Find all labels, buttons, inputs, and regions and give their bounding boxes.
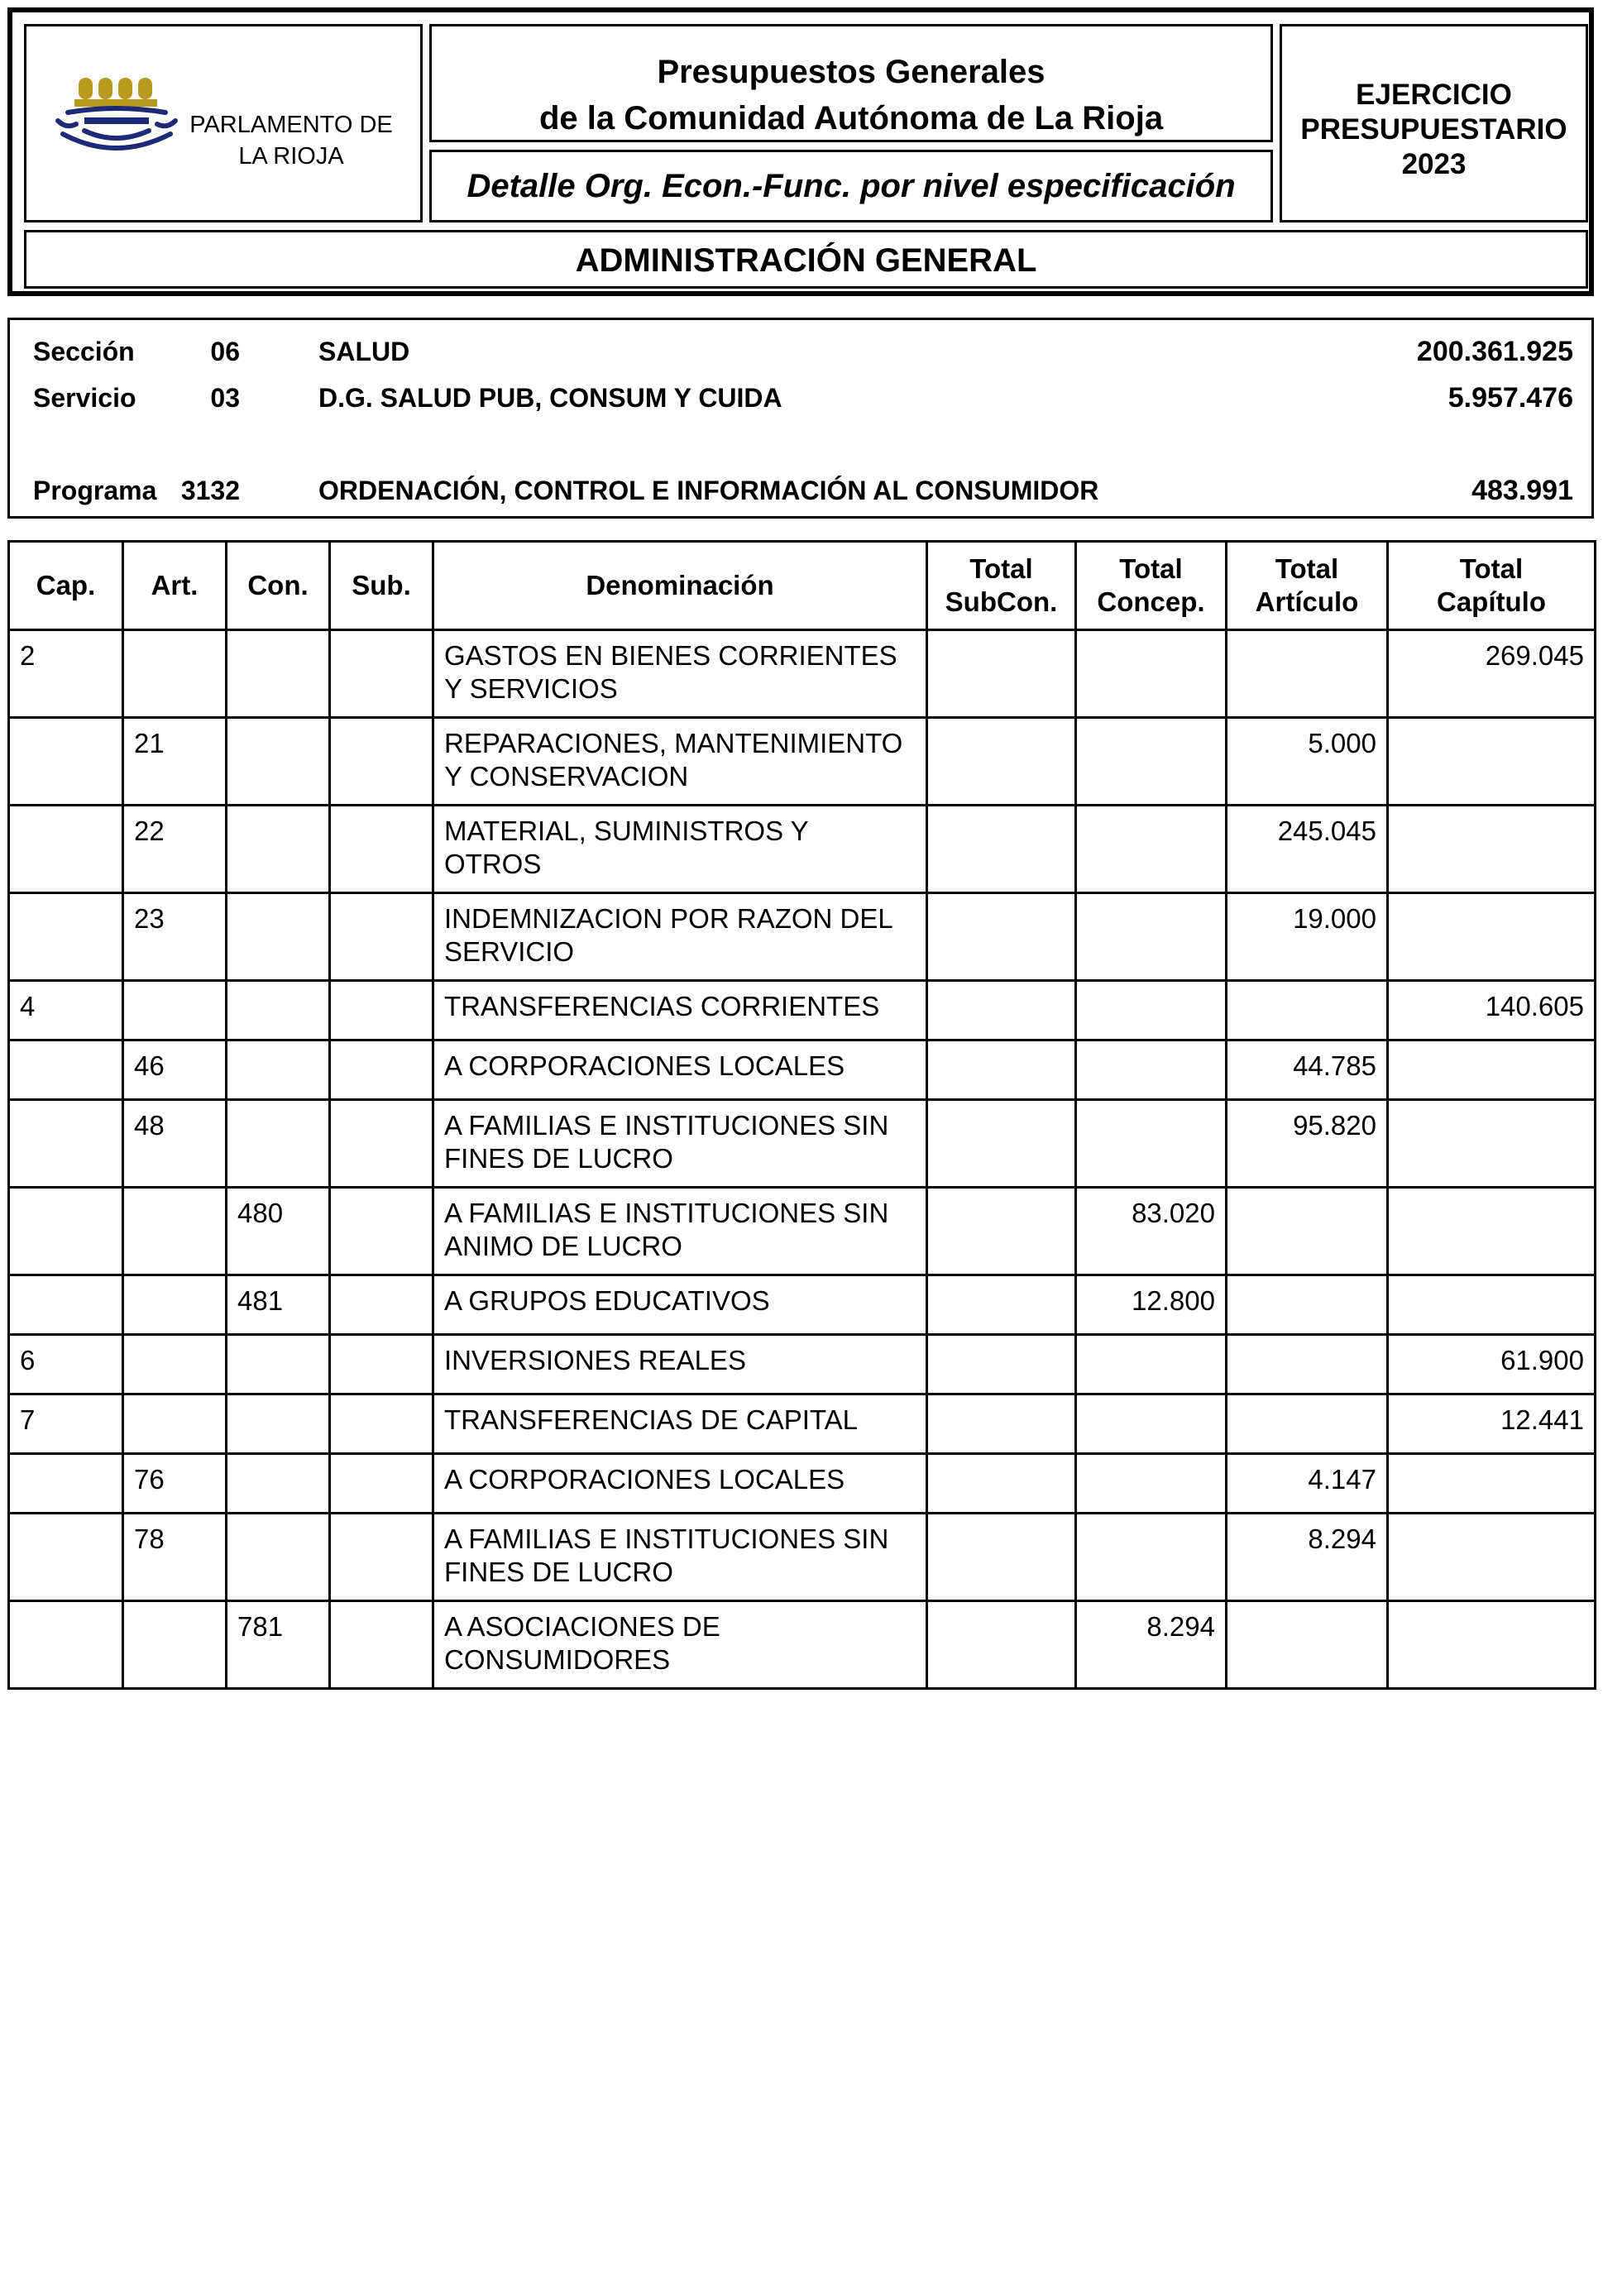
table-row — [9, 893, 1596, 981]
header-sub: Sub. — [330, 542, 433, 630]
cap-cell — [9, 718, 123, 806]
programa-code: 3132 — [180, 476, 240, 505]
con-cell — [227, 1394, 330, 1454]
cap-cell: 4 — [9, 981, 123, 1040]
denominacion-cell: A FAMILIAS E INSTITUCIONES SIN ANIMO DE LUCRO — [433, 1188, 927, 1275]
articulo-cell: 8.294 — [1227, 1514, 1388, 1601]
section-info — [7, 318, 1594, 519]
programa-row — [10, 474, 1591, 507]
sub-cell — [330, 1040, 433, 1100]
table-row — [9, 718, 1596, 806]
budget-table — [7, 540, 1596, 1690]
art-cell — [123, 1335, 227, 1394]
art-cell: 22 — [123, 806, 227, 893]
concep-cell — [1076, 630, 1227, 718]
sub-cell — [330, 718, 433, 806]
administration-panel — [24, 230, 1588, 289]
art-cell — [123, 1275, 227, 1335]
con-cell: 781 — [227, 1601, 330, 1689]
art-cell — [123, 1601, 227, 1689]
denominacion-cell: REPARACIONES, MANTENIMIENTO Y CONSERVACION — [433, 718, 927, 806]
subcon-cell — [927, 1335, 1076, 1394]
capitulo-cell — [1388, 893, 1596, 981]
art-cell: 48 — [123, 1100, 227, 1188]
articulo-cell — [1227, 1188, 1388, 1275]
subcon-cell — [927, 1454, 1076, 1514]
articulo-cell — [1227, 1394, 1388, 1454]
programa-label: Programa — [33, 476, 157, 505]
denominacion-cell: A CORPORACIONES LOCALES — [433, 1454, 927, 1514]
concep-cell — [1076, 1100, 1227, 1188]
sub-cell — [330, 1514, 433, 1601]
cap-cell — [9, 1514, 123, 1601]
art-cell — [123, 630, 227, 718]
articulo-cell: 5.000 — [1227, 718, 1388, 806]
programa-amount: 483.991 — [1471, 475, 1573, 506]
concep-cell — [1076, 1454, 1227, 1514]
seccion-amount: 200.361.925 — [1416, 336, 1573, 367]
table-header-row — [9, 542, 1596, 630]
header-art: Art. — [123, 542, 227, 630]
servicio-row — [10, 381, 1591, 414]
table-row — [9, 1100, 1596, 1188]
seccion-name: SALUD — [318, 337, 410, 366]
parlamento-logo-icon — [51, 69, 192, 160]
cap-cell: 7 — [9, 1394, 123, 1454]
subcon-cell — [927, 806, 1076, 893]
table-row — [9, 1335, 1596, 1394]
table-row — [9, 1454, 1596, 1514]
administration-title: ADMINISTRACIÓN GENERAL — [575, 242, 1037, 279]
articulo-cell — [1227, 981, 1388, 1040]
document-header — [7, 7, 1594, 296]
capitulo-cell: 269.045 — [1388, 630, 1596, 718]
sub-cell — [330, 1275, 433, 1335]
table-row — [9, 1601, 1596, 1689]
denominacion-cell: INDEMNIZACION POR RAZON DEL SERVICIO — [433, 893, 927, 981]
articulo-cell: 44.785 — [1227, 1040, 1388, 1100]
seccion-row — [10, 335, 1591, 368]
parlamento-name: PARLAMENTO DE LA RIOJA — [189, 112, 393, 170]
cap-cell: 2 — [9, 630, 123, 718]
art-cell — [123, 1188, 227, 1275]
con-cell — [227, 1335, 330, 1394]
denominacion-cell: A CORPORACIONES LOCALES — [433, 1040, 927, 1100]
cap-cell — [9, 1100, 123, 1188]
capitulo-cell — [1388, 1275, 1596, 1335]
concep-cell — [1076, 981, 1227, 1040]
sub-cell — [330, 981, 433, 1040]
articulo-cell — [1227, 1601, 1388, 1689]
subcon-cell — [927, 630, 1076, 718]
table-row — [9, 1394, 1596, 1454]
denominacion-cell: A ASOCIACIONES DE CONSUMIDORES — [433, 1601, 927, 1689]
art-cell: 21 — [123, 718, 227, 806]
table-row — [9, 1040, 1596, 1100]
table-row — [9, 630, 1596, 718]
subcon-cell — [927, 1394, 1076, 1454]
capitulo-cell — [1388, 1040, 1596, 1100]
header-total-subcon: Total SubCon. — [927, 542, 1076, 630]
servicio-label: Servicio — [33, 383, 136, 413]
servicio-name: D.G. SALUD PUB, CONSUM Y CUIDA — [318, 383, 782, 413]
fiscal-year: EJERCICIO PRESUPUESTARIO 2023 — [1300, 79, 1567, 180]
header-con: Con. — [227, 542, 330, 630]
con-cell — [227, 1040, 330, 1100]
art-cell: 78 — [123, 1514, 227, 1601]
subcon-cell — [927, 893, 1076, 981]
concep-cell — [1076, 1514, 1227, 1601]
table-row — [9, 981, 1596, 1040]
table-row — [9, 806, 1596, 893]
header-denominacion: Denominación — [433, 542, 927, 630]
denominacion-cell: A GRUPOS EDUCATIVOS — [433, 1275, 927, 1335]
header-total-articulo: Total Artículo — [1227, 542, 1388, 630]
denominacion-cell: A FAMILIAS E INSTITUCIONES SIN FINES DE LUCRO — [433, 1514, 927, 1601]
header-cap: Cap. — [9, 542, 123, 630]
art-cell — [123, 1394, 227, 1454]
con-cell — [227, 630, 330, 718]
cap-cell — [9, 1601, 123, 1689]
cap-cell — [9, 806, 123, 893]
art-cell: 46 — [123, 1040, 227, 1100]
art-cell — [123, 981, 227, 1040]
table-row — [9, 1275, 1596, 1335]
capitulo-cell — [1388, 718, 1596, 806]
subcon-cell — [927, 1275, 1076, 1335]
capitulo-cell: 140.605 — [1388, 981, 1596, 1040]
subcon-cell — [927, 1514, 1076, 1601]
con-cell — [227, 981, 330, 1040]
table-row — [9, 1514, 1596, 1601]
denominacion-cell: A FAMILIAS E INSTITUCIONES SIN FINES DE LUCRO — [433, 1100, 927, 1188]
table-row — [9, 1188, 1596, 1275]
cap-cell: 6 — [9, 1335, 123, 1394]
denominacion-cell: TRANSFERENCIAS CORRIENTES — [433, 981, 927, 1040]
seccion-label: Sección — [33, 337, 135, 366]
concep-cell — [1076, 1335, 1227, 1394]
subcon-cell — [927, 1188, 1076, 1275]
concep-cell — [1076, 1394, 1227, 1454]
sub-cell — [330, 1394, 433, 1454]
subcon-cell — [927, 1040, 1076, 1100]
capitulo-cell: 61.900 — [1388, 1335, 1596, 1394]
con-cell: 481 — [227, 1275, 330, 1335]
articulo-cell: 95.820 — [1227, 1100, 1388, 1188]
document-subtitle-panel — [429, 150, 1273, 222]
denominacion-cell: MATERIAL, SUMINISTROS Y OTROS — [433, 806, 927, 893]
sub-cell — [330, 1100, 433, 1188]
articulo-cell: 4.147 — [1227, 1454, 1388, 1514]
subcon-cell — [927, 981, 1076, 1040]
servicio-code: 03 — [210, 383, 240, 413]
con-cell — [227, 1454, 330, 1514]
con-cell — [227, 718, 330, 806]
denominacion-cell: GASTOS EN BIENES CORRIENTES Y SERVICIOS — [433, 630, 927, 718]
document-subtitle: Detalle Org. Econ.-Func. por nivel especificación — [467, 168, 1236, 204]
subcon-cell — [927, 1601, 1076, 1689]
con-cell — [227, 1100, 330, 1188]
capitulo-cell: 12.441 — [1388, 1394, 1596, 1454]
concep-cell — [1076, 806, 1227, 893]
programa-name: ORDENACIÓN, CONTROL E INFORMACIÓN AL CONSUMIDOR — [318, 476, 1099, 505]
articulo-cell: 245.045 — [1227, 806, 1388, 893]
fiscal-year-panel — [1280, 24, 1588, 222]
sub-cell — [330, 893, 433, 981]
con-cell: 480 — [227, 1188, 330, 1275]
denominacion-cell: TRANSFERENCIAS DE CAPITAL — [433, 1394, 927, 1454]
subcon-cell — [927, 718, 1076, 806]
articulo-cell — [1227, 1335, 1388, 1394]
cap-cell — [9, 893, 123, 981]
logo-panel — [24, 24, 423, 222]
capitulo-cell — [1388, 1601, 1596, 1689]
concep-cell — [1076, 893, 1227, 981]
con-cell — [227, 1514, 330, 1601]
capitulo-cell — [1388, 1188, 1596, 1275]
sub-cell — [330, 806, 433, 893]
capitulo-cell — [1388, 1514, 1596, 1601]
sub-cell — [330, 1335, 433, 1394]
concep-cell: 83.020 — [1076, 1188, 1227, 1275]
capitulo-cell — [1388, 1100, 1596, 1188]
art-cell: 76 — [123, 1454, 227, 1514]
concep-cell — [1076, 1040, 1227, 1100]
con-cell — [227, 893, 330, 981]
capitulo-cell — [1388, 806, 1596, 893]
concep-cell: 8.294 — [1076, 1601, 1227, 1689]
capitulo-cell — [1388, 1454, 1596, 1514]
sub-cell — [330, 1454, 433, 1514]
articulo-cell — [1227, 630, 1388, 718]
sub-cell — [330, 1188, 433, 1275]
concep-cell — [1076, 718, 1227, 806]
cap-cell — [9, 1275, 123, 1335]
art-cell: 23 — [123, 893, 227, 981]
document-title-panel — [429, 24, 1273, 142]
sub-cell — [330, 630, 433, 718]
articulo-cell — [1227, 1275, 1388, 1335]
denominacion-cell: INVERSIONES REALES — [433, 1335, 927, 1394]
articulo-cell: 19.000 — [1227, 893, 1388, 981]
sub-cell — [330, 1601, 433, 1689]
concep-cell: 12.800 — [1076, 1275, 1227, 1335]
document-title: Presupuestos Generales de la Comunidad Autónoma de La Rioja — [538, 54, 1164, 136]
servicio-amount: 5.957.476 — [1447, 382, 1573, 414]
cap-cell — [9, 1040, 123, 1100]
cap-cell — [9, 1454, 123, 1514]
seccion-code: 06 — [210, 337, 240, 366]
header-total-capitulo: Total Capítulo — [1388, 542, 1596, 630]
header-total-concep: Total Concep. — [1076, 542, 1227, 630]
cap-cell — [9, 1188, 123, 1275]
con-cell — [227, 806, 330, 893]
subcon-cell — [927, 1100, 1076, 1188]
